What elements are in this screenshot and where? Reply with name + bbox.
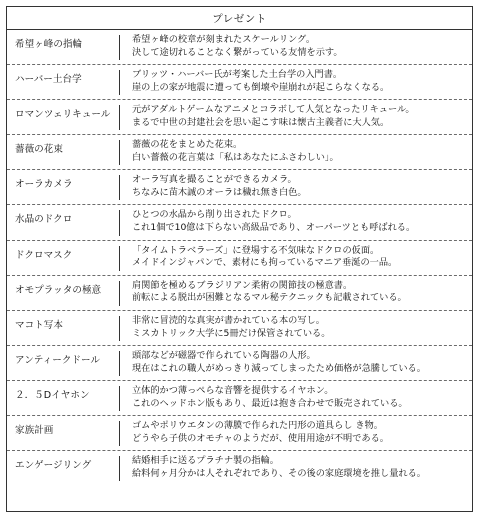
description-line-2: 現在はこれの職人がめっきり減ってしまったため価格が急騰している。 [132, 362, 426, 374]
present-table [6, 6, 473, 512]
table-row [7, 311, 472, 346]
item-name: ドクロマスク [15, 249, 73, 261]
table-row [7, 416, 472, 451]
item-description [120, 346, 472, 381]
item-description [120, 276, 472, 311]
table-title: プレゼント [7, 7, 472, 30]
description-line-1: ブリッツ・ハーバー氏が考案した土台学の入門書。 [132, 69, 343, 81]
table-row [7, 346, 472, 381]
table-row [7, 170, 472, 205]
item-description [120, 100, 472, 135]
item-name: ロマンツェリキュール [15, 109, 111, 121]
item-name: マコト写本 [15, 319, 63, 331]
item-description [120, 135, 472, 170]
description-line-2: 崖の上の家が地震に遭っても倒壊や崖崩れが起こらなくなる。 [132, 81, 390, 93]
description-line-2: これ1個で10億は下らない高級品であり、オーパーツとも呼ばれる。 [132, 222, 416, 234]
item-name: エンゲージリング [15, 460, 92, 472]
description-line-1: 非常に冒涜的な真実が書かれている本の写し。 [132, 314, 325, 326]
description-line-1: 「タイムトラベラーズ」に登場する不気味なドクロの仮面。 [132, 244, 380, 256]
description-line-2: メイドインジャパンで、素材にも拘っているマニア垂涎の一品。 [132, 257, 398, 269]
description-line-1: 結婚相手に送るプラチナ製の指輪。 [132, 455, 279, 467]
table-row [7, 100, 472, 135]
description-line-1: 立体的かつ薄っぺらな音響を提供するイヤホン。 [132, 384, 334, 396]
description-line-2: 決して途切れることなく繋がっている友情を示す。 [132, 46, 343, 58]
description-line-2: これのヘッドホン版もあり、最近は抱き合わせで販売されている。 [132, 397, 408, 409]
item-description [120, 416, 472, 451]
item-description [120, 205, 472, 240]
description-line-2: ちなみに苗木誠のオーラは穢れ無き白色。 [132, 187, 307, 199]
item-description [120, 311, 472, 346]
description-line-1: ゴムやポリウエタンの薄膜で作られた円形の道具らし き物。 [132, 420, 383, 432]
table-row [7, 276, 472, 311]
table-row [7, 135, 472, 170]
item-name: 水晶のドクロ [15, 214, 73, 226]
item-description [120, 65, 472, 100]
description-line-1: 肩関節を極めるブラジリアン柔術の関節技の極意書。 [132, 279, 353, 291]
description-line-2: ミスカトリック大学に5冊だけ保管されている。 [132, 327, 331, 339]
description-line-2: 前転による脱出が困難となるマル秘テクニックも記載されている。 [132, 292, 407, 304]
description-line-2: 給料何ヶ月分かは人それぞれであり、その後の家庭環境を推し量れる。 [132, 467, 426, 479]
table-row [7, 381, 472, 416]
table-row [7, 205, 472, 240]
item-name: 薔薇の花束 [15, 144, 63, 156]
description-line-1: 元がアダルトゲームなアニメとコラボして人気となったリキュール。 [132, 104, 415, 116]
item-name: 希望ヶ峰の指輪 [15, 39, 83, 50]
item-description [120, 30, 472, 65]
item-description [120, 451, 472, 486]
description-line-1: 希望ヶ峰の校章が刻まれたスケールリング。 [132, 34, 316, 45]
description-line-1: 頭部などが磁器で作られている陶器の人形。 [132, 349, 316, 361]
item-name: オモプラッタの極意 [15, 284, 102, 296]
item-name: アンティークドール [15, 354, 100, 366]
table-row [7, 30, 472, 65]
description-line-1: オーラ写真を撮ることができるカメラ。 [132, 174, 297, 186]
item-name: ハーバー土台学 [15, 74, 82, 86]
item-name: オーラカメラ [15, 179, 73, 191]
item-description [120, 241, 472, 276]
description-line-2: どうやら子供のオモチャのようだが、使用用途が不明である。 [132, 432, 389, 444]
description-line-1: ひとつの水晶から削り出されたドクロ。 [132, 209, 297, 221]
table-row [7, 65, 472, 100]
item-name: ２．５Dイヤホン [15, 389, 90, 401]
table-rows [7, 30, 472, 486]
description-line-1: 薔薇の花をまとめた花束。 [132, 139, 243, 151]
item-name: 家族計画 [15, 425, 54, 437]
description-line-2: 白い薔薇の花言葉は「私はあなたにふさわしい」。 [132, 152, 339, 164]
item-description [120, 381, 472, 416]
table-row [7, 241, 472, 276]
description-line-2: まるで中世の封建社会を思い起こす味は懐古主義者に大人気。 [132, 116, 390, 128]
item-description [120, 170, 472, 205]
table-row [7, 451, 472, 486]
